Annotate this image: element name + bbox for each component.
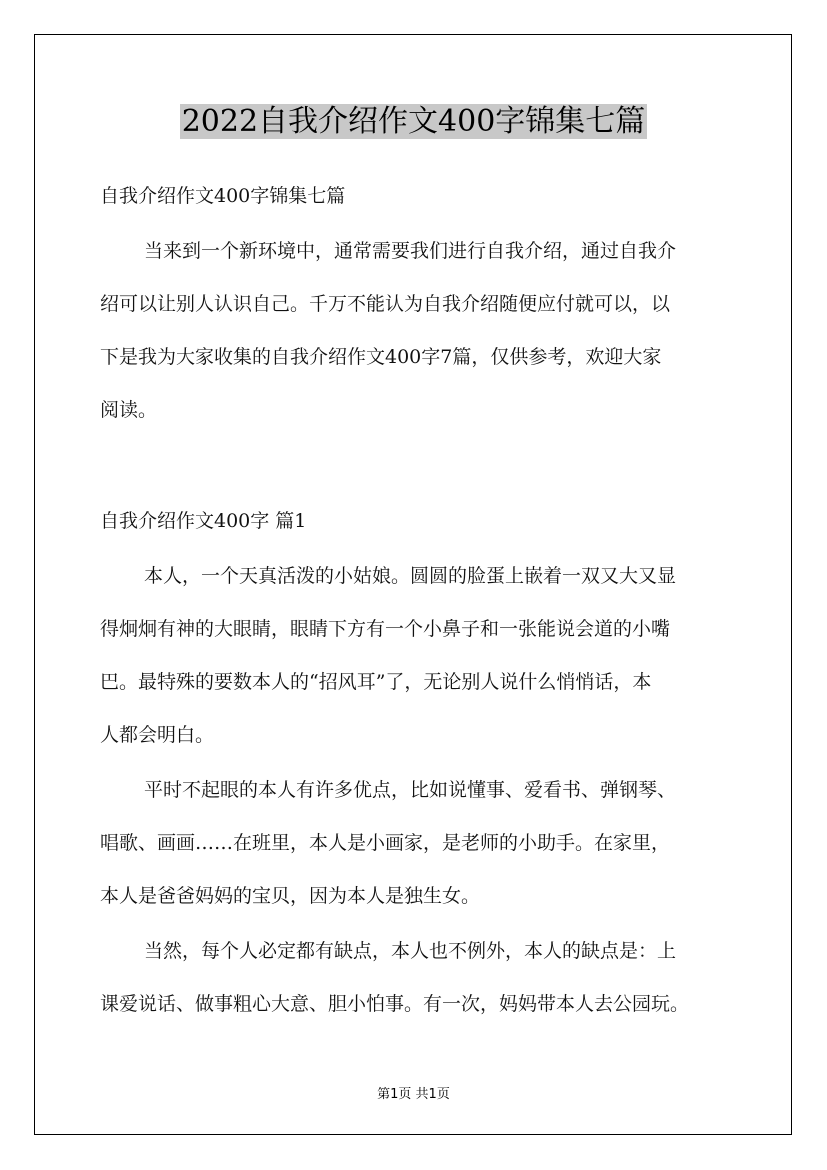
- body-line: 本人，一个天真活泼的小姑娘。圆圆的脸蛋上嵌着一双又大又显: [144, 565, 677, 587]
- intro-line: 绍可以让别人认识自己。千万不能认为自我介绍随便应付就可以，以: [100, 293, 671, 315]
- body-line: 本人是爸爸妈妈的宝贝，因为本人是独生女。: [100, 885, 481, 907]
- document-title-text: 2022自我介绍作文400字锦集七篇: [181, 104, 646, 139]
- body-line: 平时不起眼的本人有许多优点，比如说懂事、爱看书、弹钢琴、: [144, 779, 677, 801]
- body-line: 人都会明白。: [100, 724, 215, 746]
- body-line: 巴。最特殊的要数本人的“招风耳”了，无论别人说什么悄悄话，本: [100, 671, 652, 693]
- body-line: 课爱说话、做事粗心大意、胆小怕事。有一次，妈妈带本人去公园玩。: [100, 993, 690, 1015]
- page-footer: 第1页 共1页: [377, 1087, 450, 1102]
- document-title: [0, 98, 827, 146]
- body-line: 当然，每个人必定都有缺点，本人也不例外，本人的缺点是：上: [144, 940, 677, 962]
- body-line: 唱歌、画画……在班里，本人是小画家，是老师的小助手。在家里，: [100, 832, 671, 854]
- body-line: 得炯炯有神的大眼睛，眼睛下方有一个小鼻子和一张能说会道的小嘴: [100, 618, 671, 640]
- section-heading: 自我介绍作文400字 篇1: [100, 510, 307, 532]
- intro-line: 阅读。: [100, 399, 158, 421]
- document-subtitle: 自我介绍作文400字锦集七篇: [100, 185, 346, 207]
- intro-line: 下是我为大家收集的自我介绍作文400字7篇，仅供参考，欢迎大家: [100, 346, 662, 368]
- intro-line: 当来到一个新环境中，通常需要我们进行自我介绍，通过自我介: [144, 240, 677, 262]
